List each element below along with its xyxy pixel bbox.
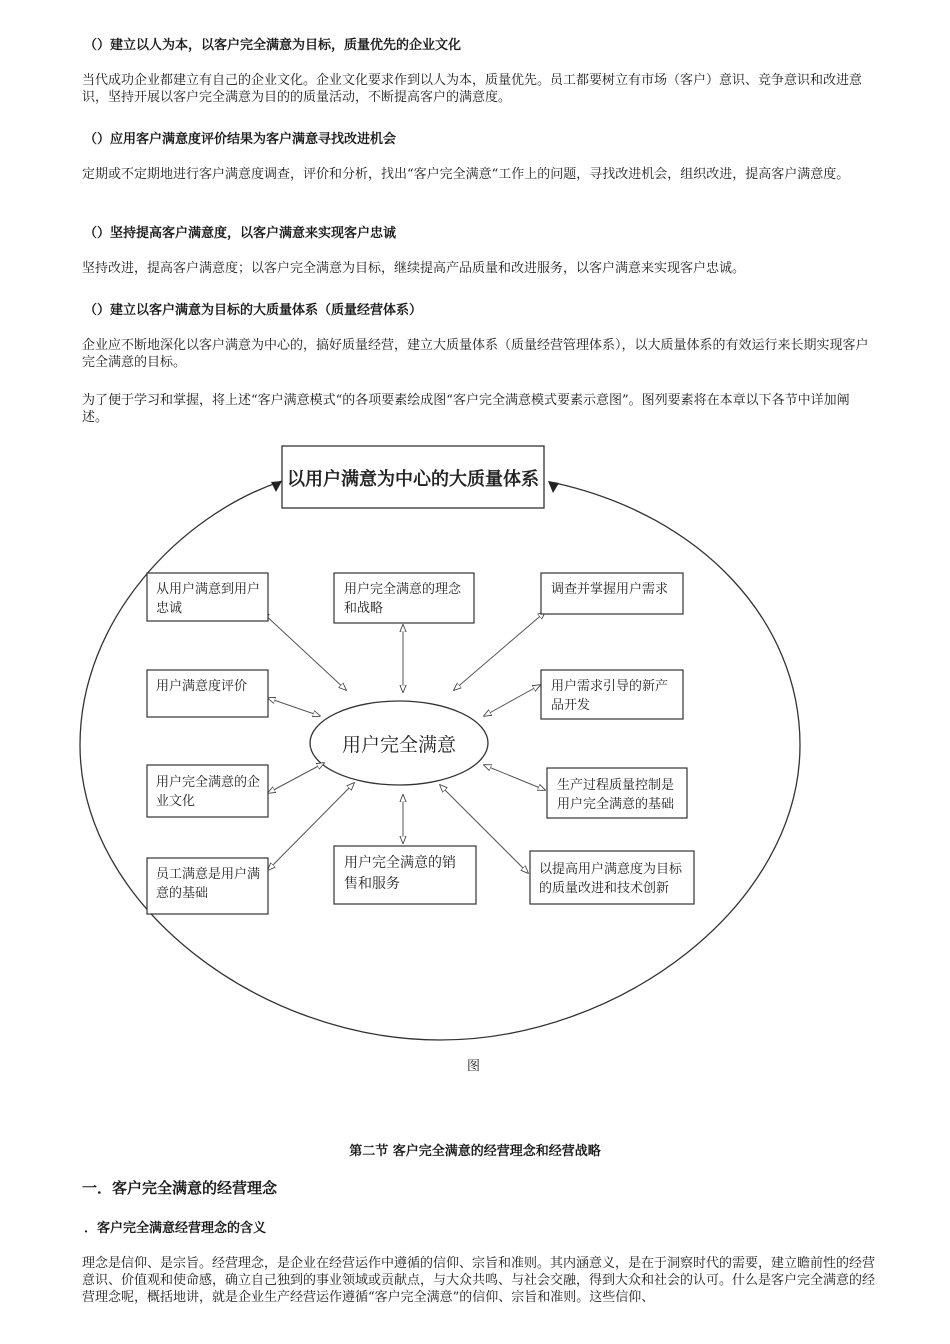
box-loyalty-line1: 从用户满意到用户 (156, 582, 261, 597)
top-box-label: 以用户满意为中心的大质量体系 (287, 469, 539, 490)
box-philosophy-line2: 和战略 (344, 601, 384, 616)
heading-level-1: 一．客户完全满意的经营理念 (82, 1179, 278, 1197)
arrow-lr (484, 765, 545, 790)
arrow-mr (484, 685, 540, 716)
box-evaluation-line1: 用户满意度评价 (156, 679, 248, 694)
box-production-line2: 用户完全满意的基础 (557, 797, 675, 812)
last-paragraph: 理念是信仰、是宗旨。经营理念，是企业在经营运作中遵循的信仰、宗旨和准则。其内涵意义，是在于洞察时代的需要，建立瞻前性的经营意识、价值观和使命感，确立自己独到的事业领域或贡献点，与大众共鸣、与社会交融，得到大众和社会的认可。什么是客户完全满意的经营理念呢，概括地讲，就是企业生产经营运作遵循“客户完全满意”的信仰、宗旨和准则。这些信仰、 (82, 1256, 876, 1305)
box-new-product-line1: 用户需求引导的新产 (551, 679, 669, 694)
box-sales-service-line2: 售和服务 (344, 876, 400, 892)
box-employee-line1: 员工满意是用户满 (156, 867, 261, 882)
box-new-product-line2: 品开发 (551, 698, 591, 713)
section-body-1: 当代成功企业都建立有自己的企业文化。企业文化要求作到以人为本，质量优先。员工都要树立有市场（客户）意识、竞争意识和改进意识，坚持开展以客户完全满意为目的的质量活动，不断提高客户的满意度。 (82, 73, 863, 105)
box-improvement (530, 851, 694, 904)
arc-arrowhead-right (548, 481, 559, 493)
section-heading-1: （）建立以人为本，以客户完全满意为目标，质量优先的企业文化 (84, 38, 462, 53)
box-survey-line1: 调查并掌握用户需求 (551, 582, 669, 597)
satisfaction-model-diagram (72, 438, 878, 1050)
section-body-2: 定期或不定期地进行客户满意度调查，评价和分析，找出“客户完全满意“工作上的问题，寻找改进机会，组织改进，提高客户满意度。 (82, 167, 850, 182)
arc-arrowhead-left (271, 481, 282, 492)
box-culture (147, 765, 268, 817)
section-heading-2: （）应用客户满意度评价结果为客户满意寻找改进机会 (84, 132, 397, 147)
arrow-ll (268, 763, 324, 793)
box-employee-line2: 意的基础 (156, 886, 209, 901)
arrow-tr (454, 612, 545, 690)
intro-paragraph: 为了便于学习和掌握，将上述“客户满意模式“的各项要素绘成图“客户完全满意模式要素示意图”。图列要素将在本章以下各节中详加阐述。 (82, 393, 850, 425)
box-production-line1: 生产过程质量控制是 (557, 778, 675, 793)
box-improvement-line2: 的质量改进和技术创新 (539, 881, 670, 896)
section-title: 第二节 客户完全满意的经营理念和经营战略 (349, 1144, 601, 1159)
box-sales-service-line1: 用户完全满意的销 (344, 855, 456, 871)
heading-level-2: ．客户完全满意经营理念的含义 (84, 1221, 267, 1236)
section-heading-3: （）坚持提高客户满意度，以客户满意来实现客户忠诚 (84, 226, 397, 241)
section-body-4: 企业应不断地深化以客户满意为中心的，搞好质量经营，建立大质量体系（质量经营管理体系），以大质量体系的有效运行来长期实现客户完全满意的目标。 (82, 338, 869, 370)
center-label: 用户完全满意 (341, 734, 457, 756)
section-heading-4: （）建立以客户满意为目标的大质量体系（质量经营体系） (84, 303, 423, 318)
arrow-ml (268, 698, 320, 716)
box-loyalty-line2: 忠诚 (156, 601, 183, 616)
box-philosophy-line1: 用户完全满意的理念 (344, 582, 462, 597)
box-culture-line1: 用户完全满意的企 (156, 775, 261, 790)
figure-caption: 图 (467, 1059, 481, 1074)
box-culture-line2: 业文化 (156, 794, 196, 809)
box-improvement-line1: 以提高用户满意度为目标 (539, 862, 683, 877)
section-body-3: 坚持改进，提高客户满意度；以客户完全满意为目标，继续提高产品质量和改进服务，以客户满意来实现客户忠诚。 (82, 261, 746, 276)
arrow-tl (262, 612, 346, 690)
